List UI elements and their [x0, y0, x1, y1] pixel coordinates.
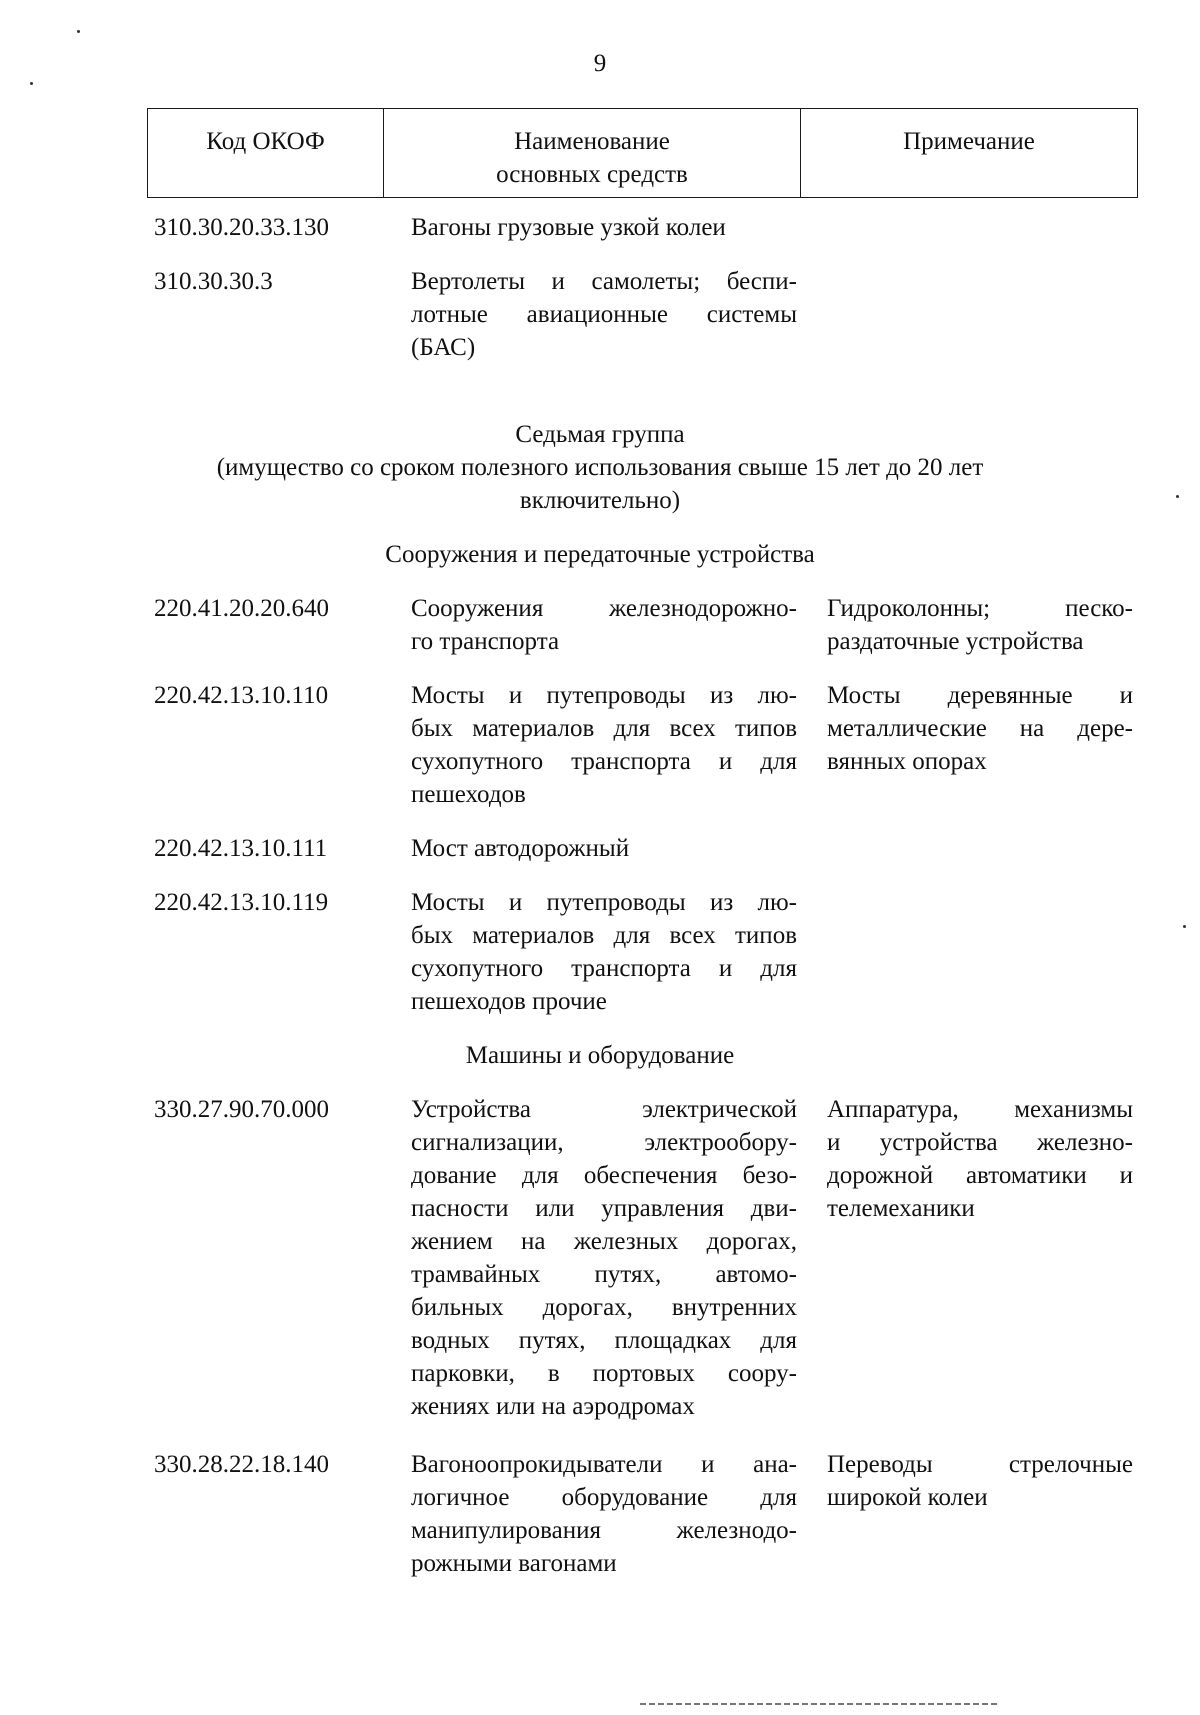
asset-note-line: дорожной автоматики и — [827, 1162, 1133, 1189]
asset-name — [411, 886, 797, 1018]
asset-name-line: дование для обеспечения безо- — [411, 1162, 797, 1189]
okof-code: 220.42.13.10.110 — [154, 682, 329, 709]
asset-note — [827, 1093, 1133, 1225]
asset-name-line: Вагоны грузовые узкой колеи — [411, 214, 726, 241]
asset-name-line: трамвайных путях, автомо- — [411, 1261, 797, 1288]
scan-artifact-rule — [640, 1703, 1000, 1705]
okof-code: 220.41.20.20.640 — [154, 595, 329, 622]
asset-name — [411, 832, 797, 865]
asset-note-line: металлические на дере- — [827, 715, 1133, 742]
asset-note — [827, 592, 1133, 658]
header-col-code: Код ОКОФ — [148, 109, 384, 197]
asset-note-line: телемеханики — [827, 1195, 975, 1222]
header-col-note: Примечание — [903, 128, 1035, 155]
asset-note-line: вянных опорах — [827, 748, 987, 775]
asset-name — [411, 679, 797, 811]
asset-name-line: бильных дорогах, внутренних — [411, 1294, 797, 1321]
group-subtitle-line2: включительно) — [519, 487, 681, 514]
scan-speck — [1176, 495, 1179, 498]
asset-name-line: Сооружения железнодорожно- — [411, 595, 797, 622]
okof-code: 220.42.13.10.111 — [154, 835, 328, 862]
asset-name-line: бых материалов для всех типов — [411, 922, 797, 949]
asset-name-line: Мост автодорожный — [411, 835, 630, 862]
header-col-name-line2: основных средств — [496, 161, 688, 188]
scan-speck — [1183, 925, 1186, 928]
asset-name-line: Мосты и путепроводы из лю- — [411, 889, 797, 916]
okof-code: 310.30.30.3 — [154, 268, 273, 295]
group-subtitle-line1: (имущество со сроком полезного использования свыше 15 лет до 20 лет — [216, 454, 984, 481]
asset-name-line: сухопутного транспорта и для — [411, 748, 797, 775]
asset-note-line: раздаточные устройства — [827, 628, 1084, 655]
header-col-name — [384, 109, 801, 197]
asset-name-line: сигнализации, электрообору- — [411, 1129, 797, 1156]
group-title: Седьмая группа — [515, 421, 685, 448]
asset-name-line: сухопутного транспорта и для — [411, 955, 797, 982]
asset-name — [411, 265, 797, 364]
asset-name-line: пешеходов — [411, 781, 526, 808]
asset-name-line: рожными вагонами — [411, 1550, 617, 1577]
asset-name — [411, 1448, 797, 1580]
okof-code: 330.27.90.70.000 — [154, 1096, 329, 1123]
asset-note-line: широкой колеи — [827, 1484, 988, 1511]
asset-name — [411, 592, 797, 658]
asset-note-line: Аппаратура, механизмы — [827, 1096, 1133, 1123]
asset-note-line: Гидроколонны; песко- — [827, 595, 1133, 622]
asset-note-line: Переводы стрелочные — [827, 1451, 1133, 1478]
asset-name-line: манипулирования железнодо- — [411, 1517, 797, 1544]
asset-name-line: лотные авиационные системы — [411, 301, 797, 328]
asset-name — [411, 211, 797, 244]
asset-note-line: и устройства железно- — [827, 1129, 1133, 1156]
asset-name-line: парковки, в портовых соору- — [411, 1360, 797, 1387]
header-col-name-line1: Наименование — [514, 128, 670, 155]
asset-name-line: логичное оборудование для — [411, 1484, 797, 1511]
okof-code: 220.42.13.10.119 — [154, 889, 329, 916]
okof-code: 330.28.22.18.140 — [154, 1451, 329, 1478]
asset-note-line: Мосты деревянные и — [827, 682, 1133, 709]
asset-name-line: Вертолеты и самолеты; беспи- — [411, 268, 797, 295]
asset-name-line: го транспорта — [411, 628, 560, 655]
scan-speck — [30, 82, 33, 85]
okof-code: 310.30.20.33.130 — [154, 214, 329, 241]
asset-name-line: пешеходов прочие — [411, 988, 607, 1015]
asset-note — [827, 679, 1133, 778]
asset-name-line: бых материалов для всех типов — [411, 715, 797, 742]
asset-name-line: Устройства электрической — [411, 1096, 797, 1123]
asset-note — [827, 1448, 1133, 1514]
asset-name-line: Вагоноопрокидыватели и ана- — [411, 1451, 797, 1478]
asset-name-line: Мосты и путепроводы из лю- — [411, 682, 797, 709]
asset-name-line: жениях или на аэродромах — [411, 1393, 695, 1420]
asset-name-line: жением на железных дорогах, — [411, 1228, 797, 1255]
asset-name-line: (БАС) — [411, 334, 476, 361]
scan-speck — [77, 30, 80, 33]
page-number: 9 — [593, 50, 607, 77]
asset-name-line: пасности или управления дви- — [411, 1195, 797, 1222]
asset-name-line: водных путях, площадках для — [411, 1327, 797, 1354]
section-heading-machines: Машины и оборудование — [465, 1042, 735, 1069]
table-header — [147, 108, 1138, 198]
section-heading-structures: Сооружения и передаточные устройства — [385, 541, 815, 568]
asset-name — [411, 1093, 797, 1423]
